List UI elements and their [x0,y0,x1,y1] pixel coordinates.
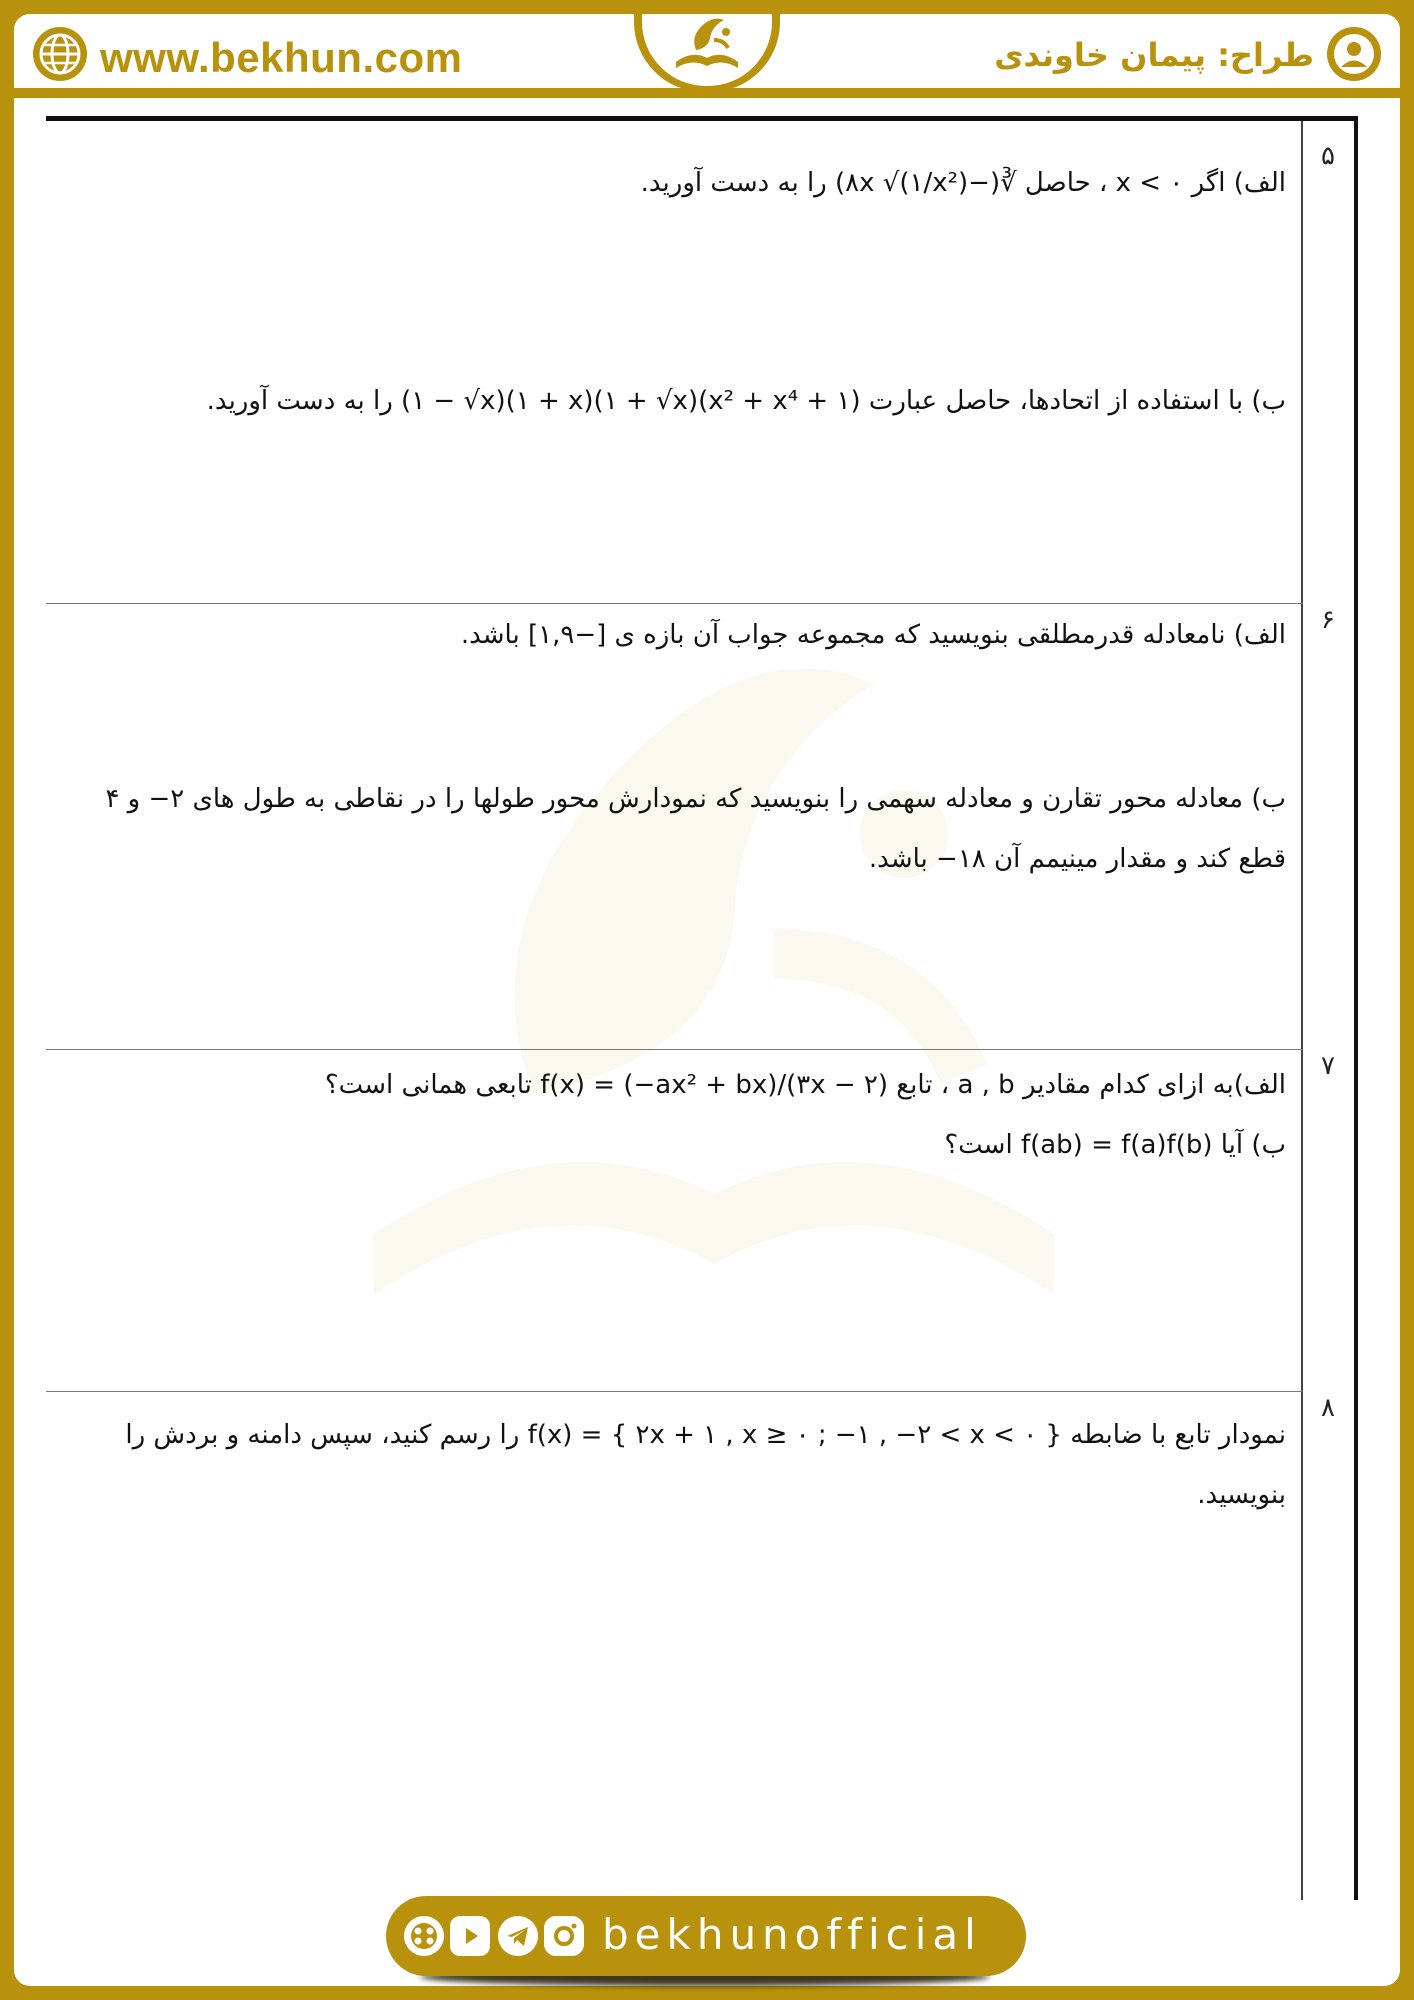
exam-page [14,14,1400,1986]
question-number: ۸ [1321,1393,1335,1423]
question-7-part-a: الف)به ازای کدام مقادیر a , b ، تابع f(x) = (−ax² + bx)/(۳x − ۲) تابعی همانی است؟ [324,1070,1286,1100]
telegram-icon[interactable] [498,1916,538,1956]
question-table [46,116,1358,1900]
header-divider [14,88,1400,98]
question-6-part-a: الف) نامعادله قدرمطلقی بنویسید که مجموعه جواب آن بازه ی [−۱,۹] باشد. [460,620,1286,650]
aparat-icon[interactable] [404,1916,444,1956]
youtube-icon[interactable] [450,1916,490,1956]
row-divider [46,1391,1303,1392]
question-number: ۷ [1321,1051,1335,1081]
row-divider [46,1049,1303,1050]
table-right-border [1354,121,1358,1900]
question-5-part-a: الف) اگر ۰ > x ، حاصل ∛(−۸x √(۱/x²)) را به دست آورید. [640,168,1286,198]
logo-tab [634,14,780,92]
question-7-part-b: ب) آیا f(ab) = f(a)f(b) است؟ [944,1130,1286,1160]
header [14,14,1400,88]
social-footer [386,1896,1026,1976]
question-number: ۶ [1321,605,1335,635]
question-8-text: نمودار تابع با ضابطه f(x) = { ۲x + ۱ , x ≥ ۰ ; −۱ , −۲ < x < ۰ } را رسم کنید، سپس دامنه و بردش را بنویسید. [125,1420,1286,1510]
question-5-part-b: ب) با استفاده از اتحادها، حاصل عبارت (۱ + x² + x⁴)(۱ + √x)(۱ + x)(۱ − √x) را به دست آورید. [206,386,1286,416]
row-divider [46,603,1303,604]
globe-icon [30,24,90,84]
question-6-part-b: ب) معادله محور تقارن و معادله سهمی را بنویسید که نمودارش محور طولها را در نقاطی به طول های ۲− و ۴ قطع کند و مقدار مینیمم آن ۱۸− باشد. [105,784,1286,874]
designer-name: طراح: پیمان خاوندی [994,36,1314,74]
instagram-icon[interactable] [544,1916,584,1956]
number-column-divider [1301,121,1303,1900]
bekhun-logo-icon [666,14,748,78]
site-url[interactable]: www.bekhun.com [100,34,463,81]
question-number: ۵ [1321,141,1335,171]
social-handle[interactable]: bekhunofficial [602,1910,982,1959]
user-icon [1324,24,1384,84]
